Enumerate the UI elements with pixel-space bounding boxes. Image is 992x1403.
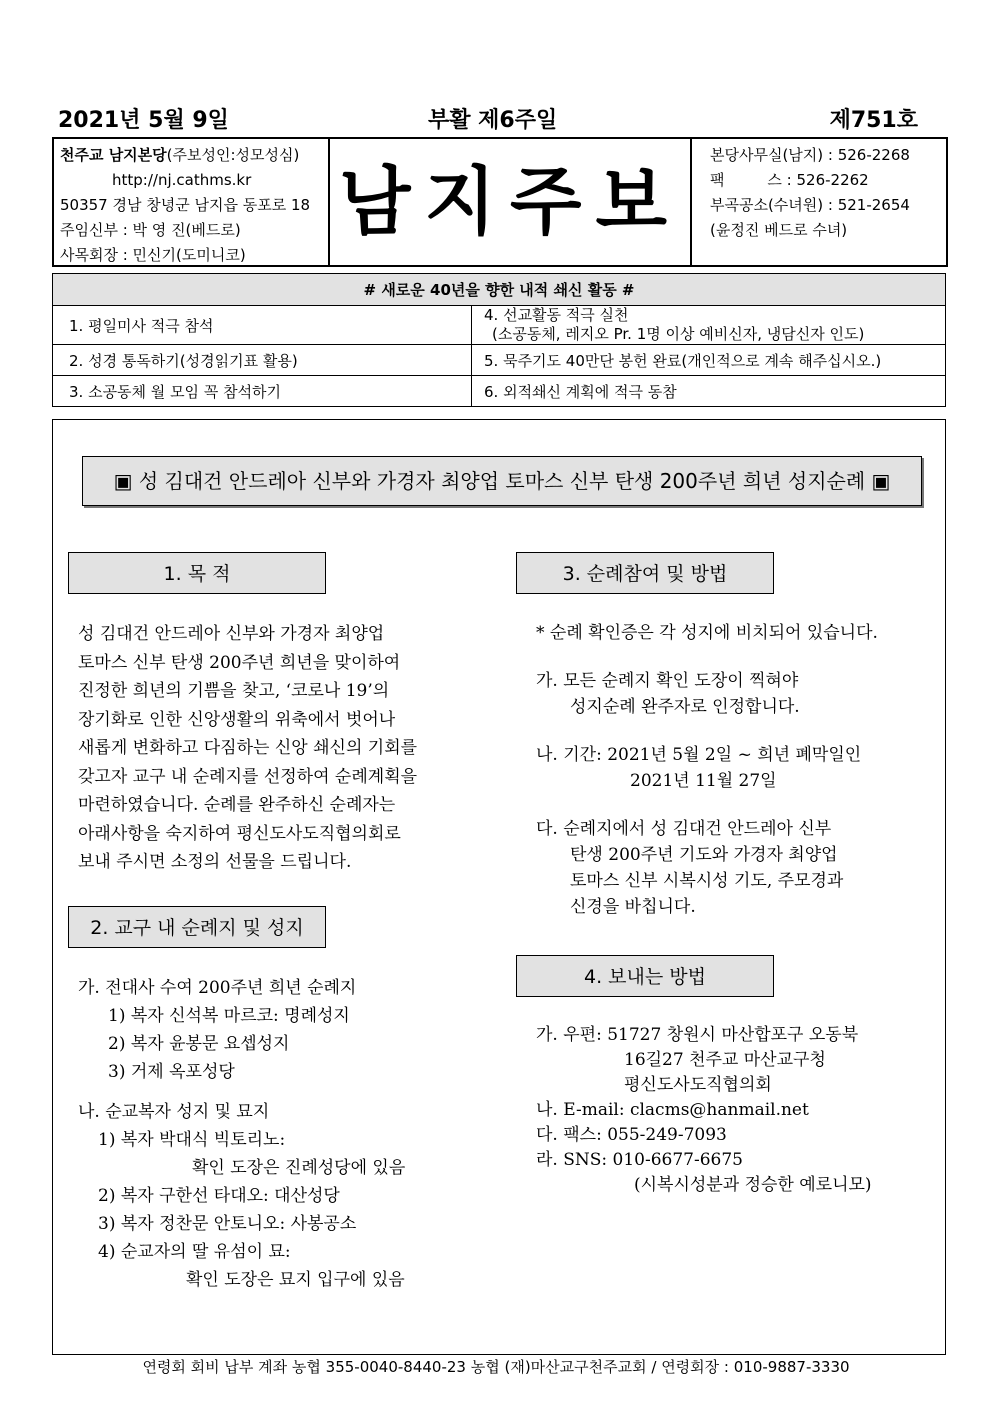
text-line: 1) 복자 박대식 빅토리노:	[98, 1130, 286, 1150]
section-method-heading: 3. 순례참여 및 방법	[516, 552, 774, 594]
nun-name: (윤정진 베드로 수녀)	[710, 221, 848, 239]
text-line: * 순례 확인증은 각 성지에 비치되어 있습니다.	[536, 623, 878, 643]
section-sites-text	[78, 974, 498, 1294]
activity-item: 5. 묵주기도 40만단 봉헌 완료(개인적으로 계속 해주십시오.)	[472, 345, 946, 376]
text-line: 아래사항을 숙지하여 평신도사도직협의회로	[78, 823, 401, 844]
text-line: 3) 거제 옥포성당	[108, 1062, 235, 1082]
renewal-activities-table	[52, 273, 946, 407]
text-line: 토마스 신부 시복시성 기도, 주모경과	[570, 871, 844, 891]
text-line: 확인 도장은 진례성당에 있음	[192, 1158, 406, 1178]
section-purpose-heading: 1. 목 적	[68, 552, 326, 594]
parish-patron: (주보성인:성모성심)	[166, 146, 300, 164]
text-line: (시복시성분과 정승한 예로니모)	[634, 1175, 872, 1195]
section-sites-heading: 2. 교구 내 순례지 및 성지	[68, 906, 326, 948]
activity-item-detail: (소공동체, 레지오 Pr. 1명 이상 예비신자, 냉담신자 인도)	[492, 325, 865, 343]
text-line: 갖고자 교구 내 순례지를 선정하여 순례계획을	[78, 766, 418, 787]
issue-date: 2021년 5월 9일	[58, 108, 229, 133]
mission-phone: 부곡공소(수녀원) : 521-2654	[710, 196, 910, 214]
email-address[interactable]: 나. E-mail: clacms@hanmail.net	[536, 1100, 809, 1120]
liturgical-day: 부활 제6주일	[428, 108, 558, 133]
text-line: 4) 순교자의 딸 유섬이 묘:	[98, 1242, 291, 1262]
issue-top-row	[58, 103, 918, 137]
text-line: 가. 전대사 수여 200주년 희년 순례지	[78, 978, 357, 998]
text-line: 1) 복자 신석복 마르코: 명례성지	[108, 1006, 350, 1026]
text-line: 확인 도장은 묘지 입구에 있음	[186, 1270, 405, 1290]
text-line: 나. 기간: 2021년 5월 2일 ~ 희년 폐막일인	[536, 745, 862, 765]
section-send-text	[536, 1023, 936, 1198]
text-line: 2021년 11월 27일	[630, 771, 777, 791]
text-line: 3) 복자 정찬문 안토니오: 사봉공소	[98, 1214, 357, 1234]
text-line: 2) 복자 윤봉문 요셉성지	[108, 1034, 290, 1054]
parish-name: 천주교 남지본당	[60, 146, 167, 164]
text-line: 다. 순례지에서 성 김대건 안드레아 신부	[536, 819, 832, 839]
parish-council-chair: 사목회장 : 민신기(도미니코)	[60, 246, 246, 264]
text-line: 가. 우편: 51727 창원시 마산합포구 오동북	[536, 1025, 859, 1045]
fax-number: 팩 스 : 526-2262	[710, 171, 869, 189]
activity-item: 1. 평일미사 적극 참석	[53, 306, 472, 345]
parish-url[interactable]: http://nj.cathms.kr	[112, 171, 252, 189]
office-phone: 본당사무실(남지) : 526-2268	[710, 146, 910, 164]
parish-pastor: 주임신부 : 박 영 진(베드로)	[60, 221, 241, 239]
activity-item: 3. 소공동체 월 모임 꼭 참석하기	[53, 376, 472, 407]
text-line: 새롭게 변화하고 다짐하는 신앙 쇄신의 기회를	[78, 738, 418, 758]
text-line: 2) 복자 구한선 타대오: 대산성당	[98, 1186, 340, 1206]
section-purpose-text	[78, 620, 498, 877]
parish-address: 50357 경남 창녕군 남지읍 동포로 18	[60, 196, 311, 214]
activities-heading: # 새로운 40년을 향한 내적 쇄신 활동 #	[53, 274, 946, 306]
activity-item: 6. 외적쇄신 계획에 적극 동참	[472, 376, 946, 407]
text-line: 나. 순교복자 성지 및 묘지	[78, 1102, 270, 1122]
text-line: 마련하였습니다. 순례를 완주하신 순례자는	[78, 795, 396, 815]
activity-item	[472, 306, 946, 345]
section-send-heading: 4. 보내는 방법	[516, 955, 774, 997]
fax-line: 다. 팩스: 055-249-7093	[536, 1125, 727, 1145]
text-line: 진정한 희년의 기쁨을 찾고, ‘코로나 19’의	[78, 681, 390, 701]
text-line: 탄생 200주년 기도와 가경자 최양업	[570, 845, 838, 865]
text-line: 신경을 바칩니다.	[570, 897, 696, 917]
sns-line: 라. SNS: 010-6677-6675	[536, 1150, 743, 1170]
activity-item-title: 4. 선교활동 적극 실천	[484, 306, 629, 324]
text-line: 성 김대건 안드레아 신부와 가경자 최양업	[78, 624, 385, 644]
text-line: 성지순례 완주자로 인정합니다.	[570, 697, 800, 717]
activity-item: 2. 성경 통독하기(성경읽기표 활용)	[53, 345, 472, 376]
text-line: 평신도사도직협의회	[624, 1075, 772, 1095]
text-line: 가. 모든 순례지 확인 도장이 찍혀야	[536, 671, 799, 691]
pilgrimage-banner: ▣ 성 김대건 안드레아 신부와 가경자 최양업 토마스 신부 탄생 200주년 희년 성지순례 ▣	[82, 456, 922, 506]
text-line: 16길27 천주교 마산교구청	[624, 1050, 826, 1070]
issue-number: 제751호	[829, 108, 918, 133]
text-line: 토마스 신부 탄생 200주년 희년을 맞이하여	[78, 652, 401, 673]
contact-info	[690, 139, 946, 265]
bulletin-title: 남지주보	[339, 159, 681, 245]
footer-account-info: 연령회 회비 납부 계좌 농협 355-0040-8440-23 농협 (재)마산교구천주교회 / 연령회장 : 010-9887-3330	[142, 1358, 850, 1376]
parish-info	[54, 139, 330, 265]
section-method-text	[536, 620, 936, 920]
text-line: 장기화로 인한 신앙생활의 위축에서 벗어나	[78, 709, 396, 730]
text-line: 보내 주시면 소정의 선물을 드립니다.	[78, 852, 352, 872]
masthead	[52, 137, 948, 267]
